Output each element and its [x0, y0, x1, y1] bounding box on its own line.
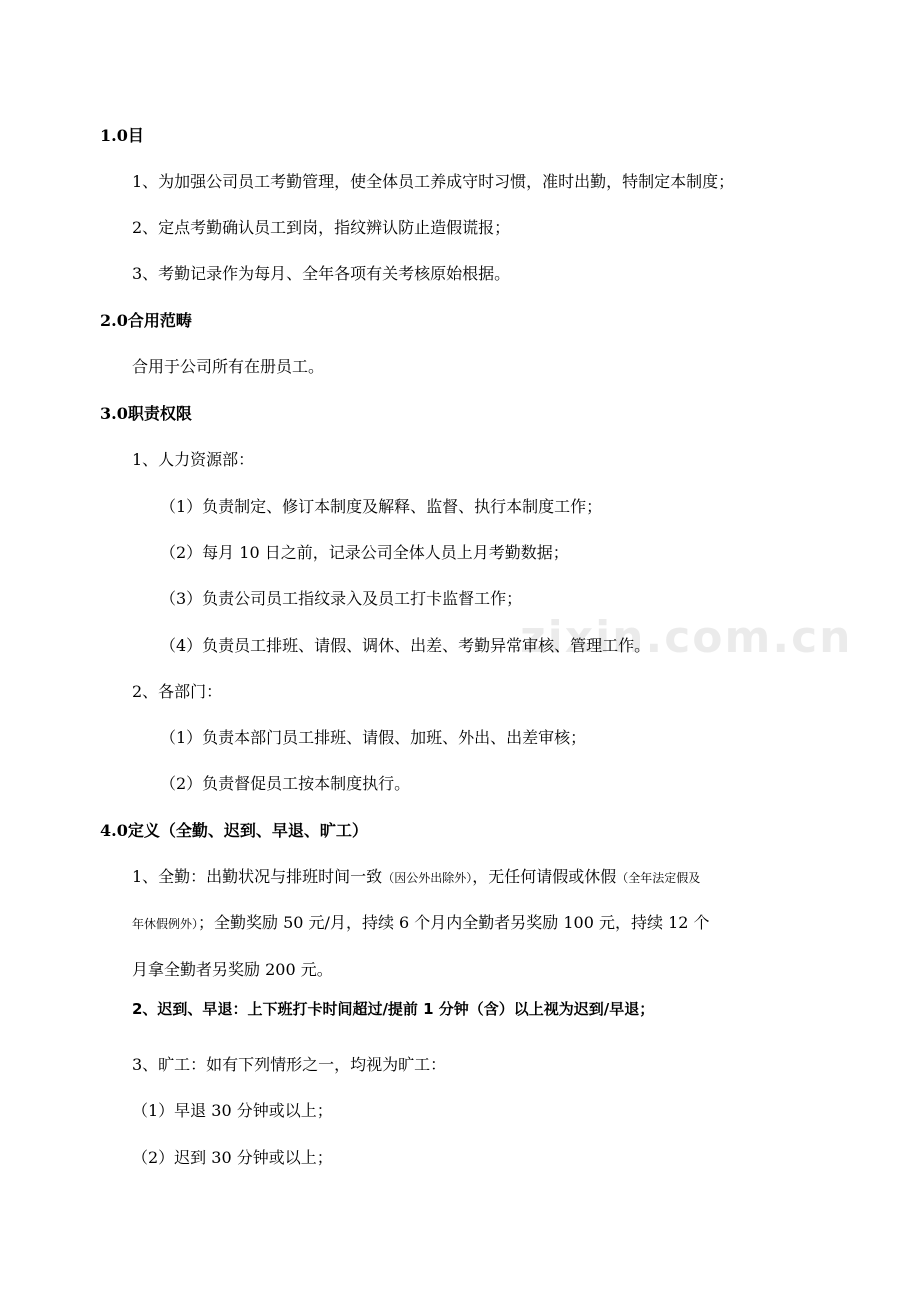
full-attendance-line-3: 月拿全勤者另奖励 200 元。 [132, 960, 333, 979]
full-attendance-text-b: ，无任何请假或休假 [472, 867, 617, 886]
depts-title: 2、各部门： [132, 682, 223, 701]
hr-item-4: （4）负责员工排班、请假、调休、出差、考勤异常审核、管理工作。 [160, 636, 651, 655]
section-1-heading: 1.0目 [100, 126, 144, 145]
full-attendance-line-2 [132, 912, 710, 935]
section-3-heading: 3.0职责权限 [100, 404, 192, 423]
hr-item-2: （2）每月 10 日之前，记录公司全体人员上月考勤数据； [160, 543, 569, 562]
section-2-text: 合用于公司所有在册员工。 [132, 357, 325, 376]
section-4-heading: 4.0定义（全勤、迟到、早退、旷工） [100, 821, 368, 840]
full-attendance-text-c: ；全勤奖励 50 元/月，持续 6 个月内全勤者另奖励 100 元，持续 12 个 [198, 913, 710, 932]
late-early-rule: 2、迟到、早退：上下班打卡时间超过/提前 1 分钟（含）以上视为迟到/早退； [132, 1000, 655, 1018]
absence-title: 3、旷工：如有下列情形之一，均视为旷工： [132, 1055, 447, 1074]
dept-item-2: （2）负责督促员工按本制度执行。 [160, 774, 411, 793]
section-1-item-1: 1、为加强公司员工考勤管理，使全体员工养成守时习惯，准时出勤，特制定本制度； [132, 172, 735, 191]
full-attendance-text-a: 1、全勤：出勤状况与排班时间一致 [132, 867, 383, 886]
full-attendance-note-1: （因公外出除外） [382, 871, 473, 885]
full-attendance-note-3: 年休假例外） [132, 917, 199, 931]
full-attendance-line-1 [132, 866, 700, 889]
full-attendance-note-2: （全年法定假及 [616, 871, 701, 885]
section-1-item-2: 2、定点考勤确认员工到岗，指纹辨认防止造假谎报； [132, 218, 511, 237]
hr-item-1: （1）负责制定、修订本制度及解释、监督、执行本制度工作； [160, 497, 603, 516]
absence-item-2: （2）迟到 30 分钟或以上； [132, 1148, 333, 1167]
section-1-item-3: 3、考勤记录作为每月、全年各项有关考核原始根据。 [132, 264, 511, 283]
hr-item-3: （3）负责公司员工指纹录入及员工打卡监督工作； [160, 589, 523, 608]
watermark: zixin.com.cn [520, 612, 853, 663]
hr-dept-title: 1、人力资源部： [132, 450, 255, 469]
section-2-heading: 2.0合用范畴 [100, 311, 192, 330]
dept-item-1: （1）负责本部门员工排班、请假、加班、外出、出差审核； [160, 728, 587, 747]
absence-item-1: （1）早退 30 分钟或以上； [132, 1101, 333, 1120]
